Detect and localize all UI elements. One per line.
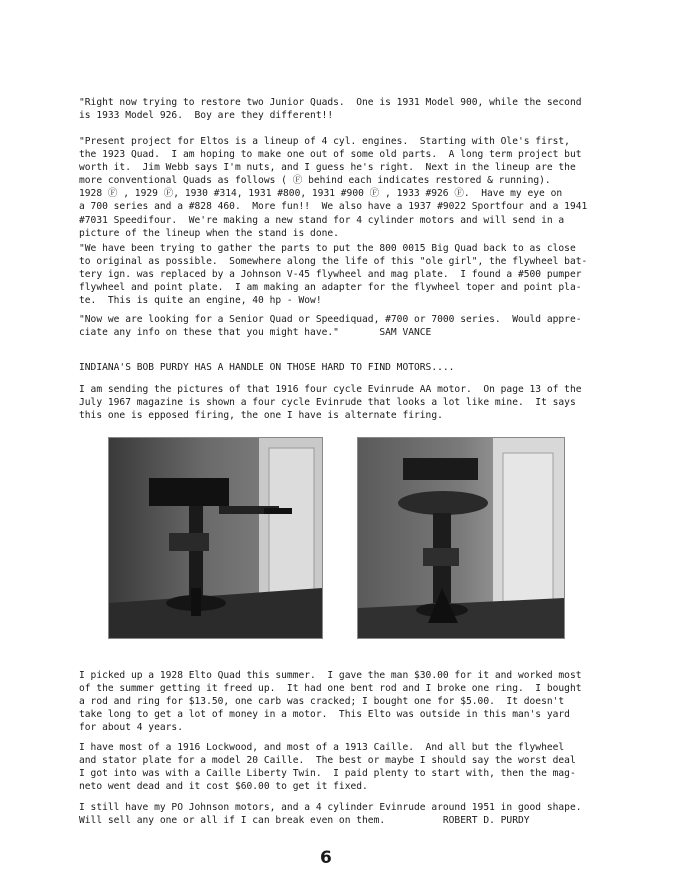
page-number: 6 [320, 848, 332, 868]
paragraph-lockwood-caille: I have most of a 1916 Lockwood, and most of a 1913 Caille. And all but the flywheel and stator plate for a model 20 Caille. The best or maybe I should say the worst deal I got into was with a Caille Liberty Twin. I paid plenty to start with, then the mag- neto went dead and it cost $60.00 to get it fixed. [79, 742, 576, 793]
photo-motor-side-image [109, 438, 322, 638]
paragraph-elto-quad-1928: I picked up a 1928 Elto Quad this summer. I gave the man $30.00 for it and worked most of the summer getting it freed up. It had one bent rod and I broke one ring. I bought a rod and ring for $13.50, one carb was cracked; I bought one for $5.00. It doesn't take long to get a lot of money in a motor. This Elto was outside in this man's yard for about 4 years. [79, 670, 582, 734]
paragraph-elto-lineup: "Present project for Eltos is a lineup of 4 cyl. engines. Starting with Ole's first, the 1923 Quad. I am hoping to make one out of some old parts. A long term project but worth it. Jim Webb says I'm nuts, and I guess he's right. Next in the lineup are the more conventional Quads as follows ( Ⓕ behind each indicates restored & running). 1928 Ⓕ , 1929 Ⓕ, 1930 #314, 1931 #800, 1931 #900 Ⓕ , 1933 #926 Ⓕ. Have my eye on a 700 series and a #828 460. More fun!! We also have a 1937 #9022 Sportfour and a 1941 #7031 Speedifour. We're making a new stand for 4 cylinder motors and will send in a picture of the lineup when the stand is done. [79, 136, 588, 239]
paragraph-big-quad: "We have been trying to gather the parts to put the 800 0015 Big Quad back to as close to original as possible. Somewhere along the life of this "ole girl", the flywheel bat- tery ign. was replaced by a Johnson V-45 flywheel and mag plate. I found a #500 pumper flywheel and point plate. I am making an adapter for the flywheel toper and point pla- te. This is quite an engine, 40 hp - Wow! [79, 243, 588, 307]
paragraph-junior-quads: "Right now trying to restore two Junior Quads. One is 1931 Model 900, while the second is 1933 Model 926. Boy are they different!! [79, 97, 582, 122]
paragraph-evinrude-aa: I am sending the pictures of that 1916 four cycle Evinrude AA motor. On page 13 of the July 1967 magazine is shown a four cycle Evinrude that looks a lot like mine. It says this one is epposed firing, the one I have is alternate firing. [79, 384, 582, 422]
section-heading: INDIANA'S BOB PURDY HAS A HANDLE ON THOSE HARD TO FIND MOTORS.... [79, 362, 455, 373]
photo-motor-front [357, 437, 565, 639]
paragraph-senior-quad: "Now we are looking for a Senior Quad or Speediquad, #700 or 7000 series. Would appre- ciate any info on these that you might have." SAM VANCE [79, 314, 582, 339]
paragraph-johnson-motors: I still have my PO Johnson motors, and a 4 cylinder Evinrude around 1951 in good shape. Will sell any one or all if I can break even on them. ROBERT D. PURDY [79, 802, 582, 827]
photo-motor-front-image [358, 438, 564, 638]
photo-motor-side [108, 437, 323, 639]
